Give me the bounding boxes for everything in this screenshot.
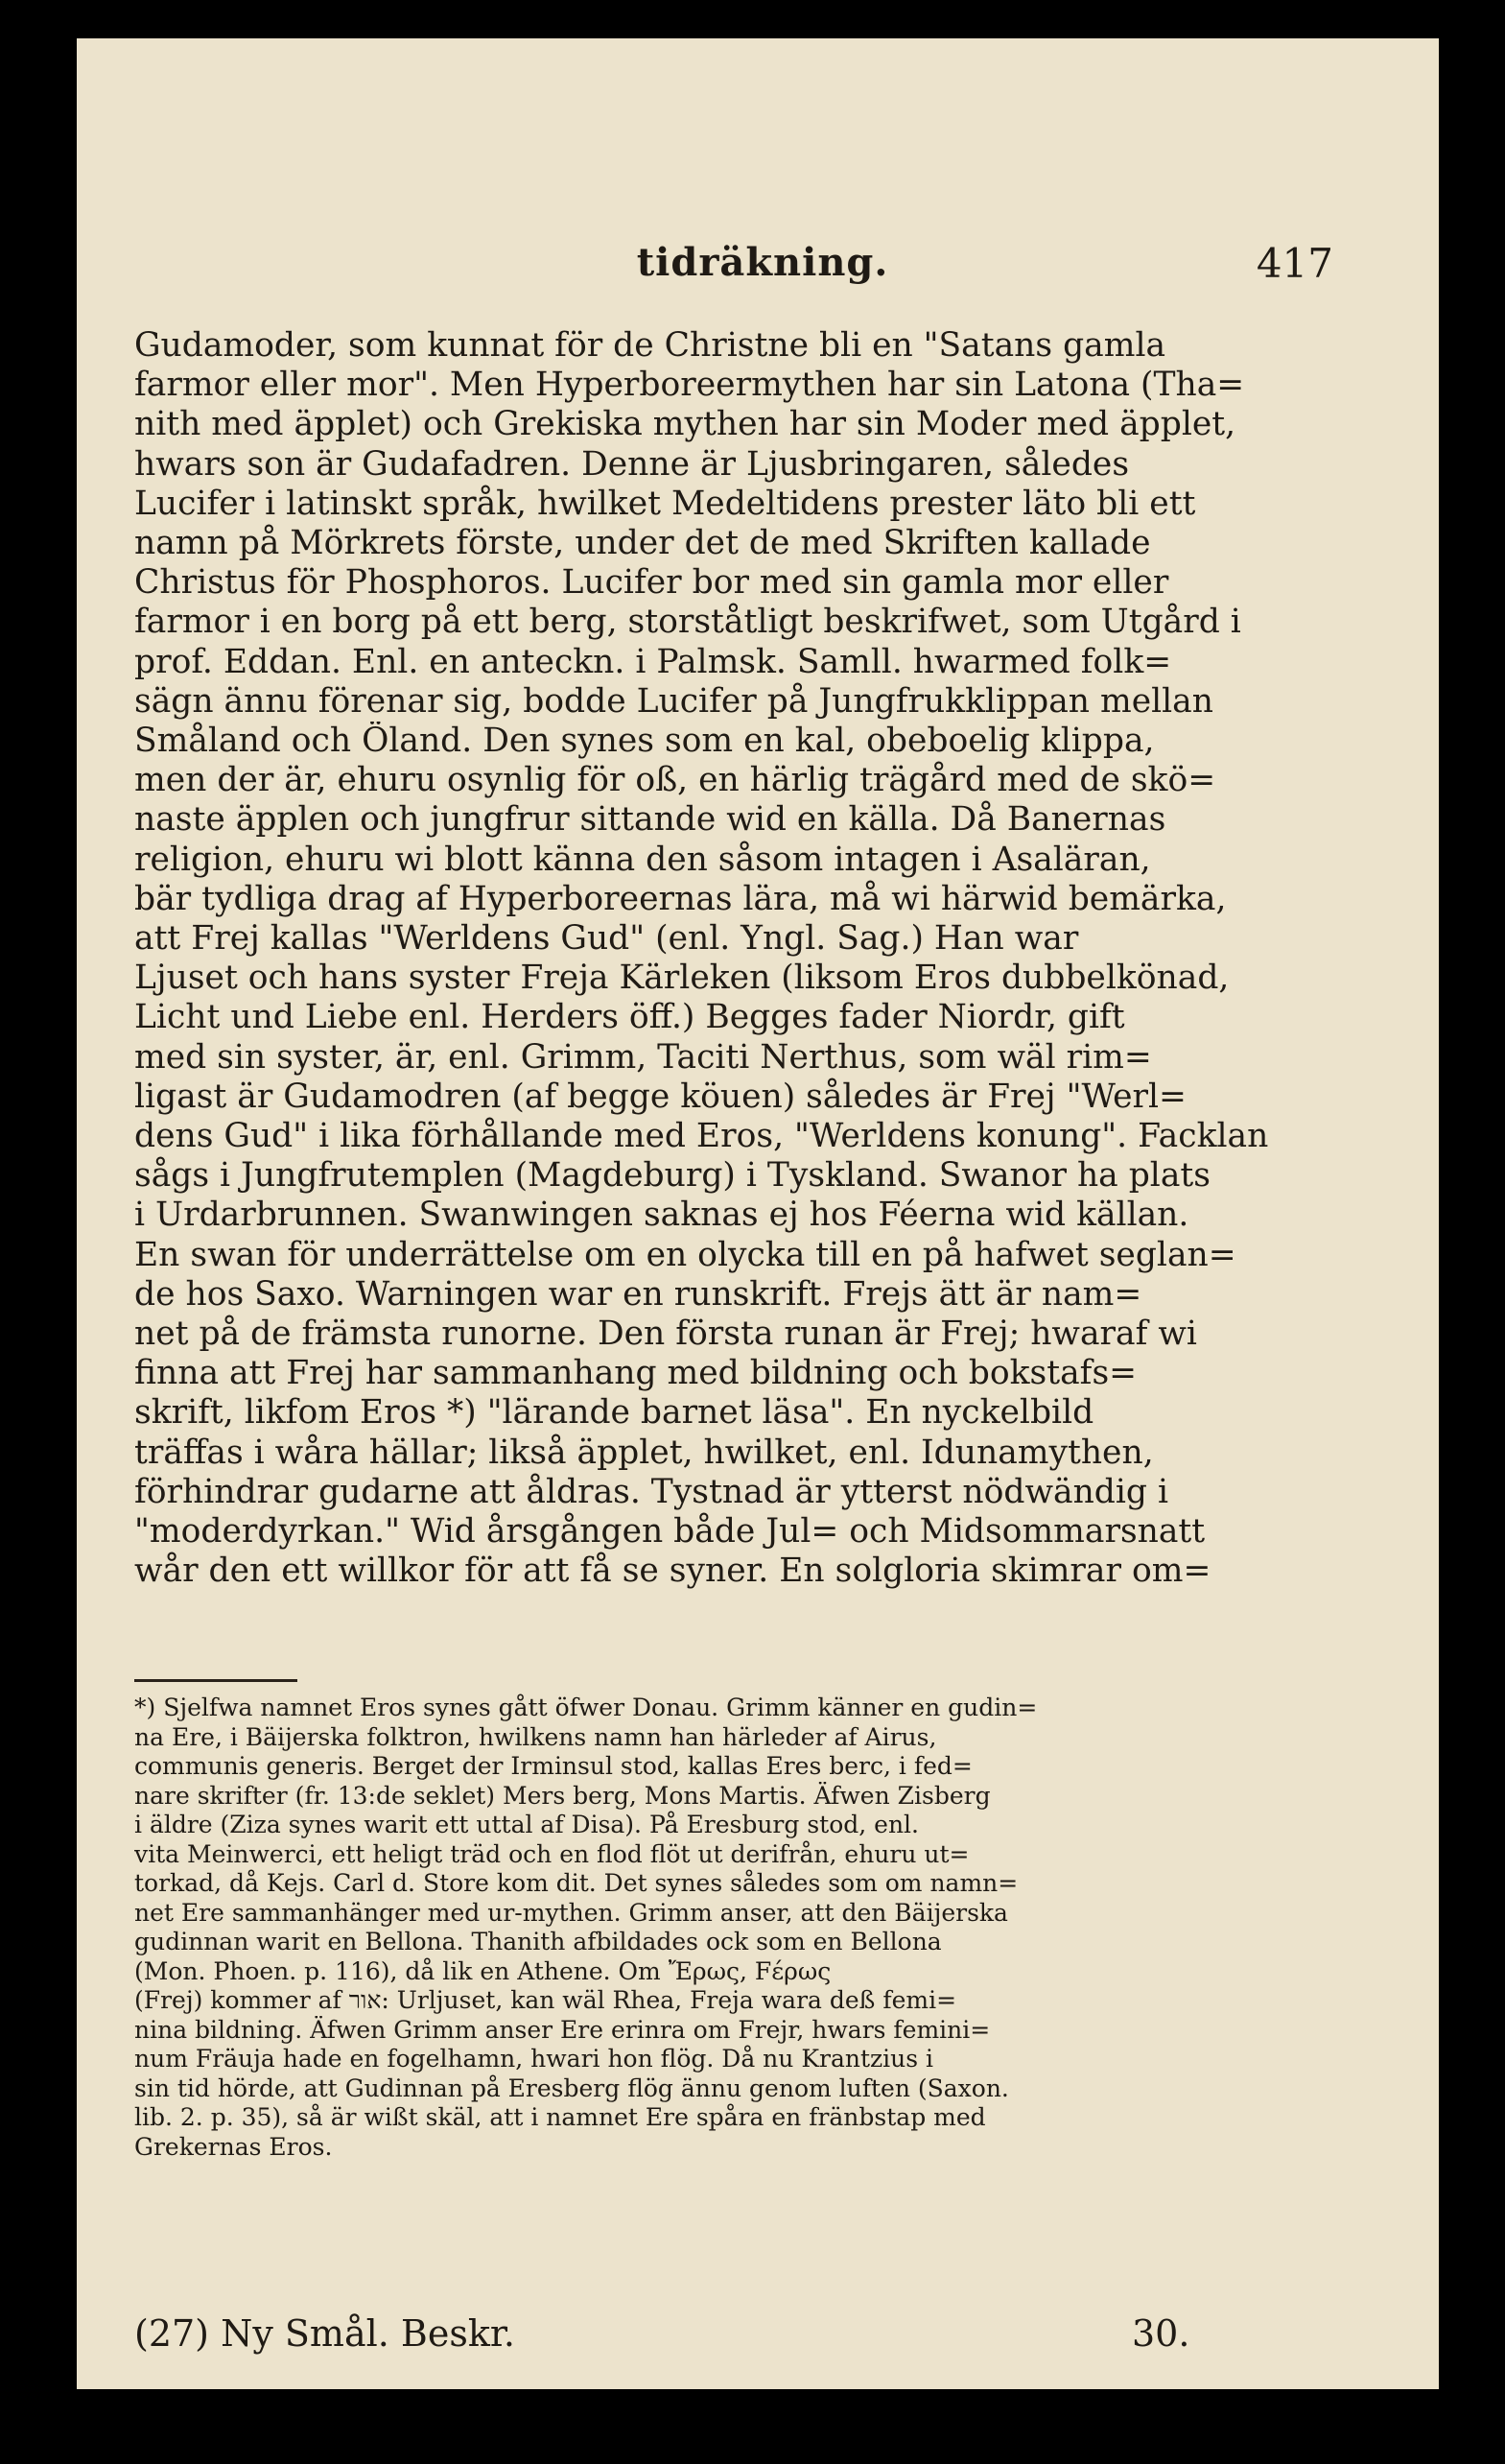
text-line: men der är, ehuru osynlig för oß, en härlig trägård med de skö= xyxy=(134,761,1216,800)
text-line: i äldre (Ziza synes warit ett uttal af Disa). På Eresburg stod, enl. xyxy=(134,1811,919,1838)
text-line: träffas i wåra hällar; likså äpplet, hwilket, enl. Idunamythen, xyxy=(134,1433,1154,1472)
book-page xyxy=(77,38,1439,2389)
text-line: Grekernas Eros. xyxy=(134,2132,333,2161)
text-line: (Frej) kommer af אור: Urljuset, kan wäl Rhea, Freja wara deß femi= xyxy=(134,1986,957,2014)
text-line: prof. Eddan. Enl. en anteckn. i Palmsk. Samll. hwarmed folk= xyxy=(134,642,1172,681)
running-header xyxy=(192,240,1333,297)
text-line: net på de främsta runorne. Den första runan är Frej; hwaraf wi xyxy=(134,1315,1197,1354)
text-line: bär tydliga drag af Hyperboreernas lära, må wi härwid bemärka, xyxy=(134,879,1227,918)
text-line: de hos Saxo. Warningen war en runskrift. Frejs ätt är nam= xyxy=(134,1274,1142,1314)
text-line: skrift, likfom Eros *) "lärande barnet läsa". En nyckelbild xyxy=(134,1393,1094,1433)
text-line: En swan för underrättelse om en olycka till en på hafwet seglan= xyxy=(134,1235,1236,1274)
text-line: förhindrar gudarne att åldras. Tystnad är ytterst nödwändig i xyxy=(134,1472,1169,1511)
printer-signature xyxy=(134,2312,1333,2360)
text-line: "moderdyrkan." Wid årsgången både Jul= och Midsommarsnatt xyxy=(134,1512,1206,1552)
text-line: finna att Frej har sammanhang med bildning och bokstafs= xyxy=(134,1354,1138,1393)
text-line: na Ere, i Bäijerska folktron, hwilkens namn han härleder af Airus, xyxy=(134,1722,937,1751)
text-line: vita Meinwerci, ett heligt träd och en flod flöt ut derifrån, ehuru ut= xyxy=(134,1839,970,1868)
text-line: nina bildning. Äfwen Grimm anser Ere erinra om Frejr, hwars femini= xyxy=(134,2015,991,2044)
text-line: sägn ännu förenar sig, bodde Lucifer på Jungfrukklippan mellan xyxy=(134,681,1213,721)
text-line: naste äpplen och jungfrur sittande wid en källa. Då Banernas xyxy=(134,800,1166,840)
text-line: att Frej kallas "Werldens Gud" (enl. Yngl. Sag.) Han war xyxy=(134,919,1079,959)
text-line: Gudamoder, som kunnat för de Christne bli en "Satans gamla xyxy=(134,326,1166,365)
text-line: Lucifer i latinskt språk, hwilket Medeltidens prester läto bli ett xyxy=(134,484,1196,523)
text-line: *) Sjelfwa namnet Eros synes gått öfwer Donau. Grimm känner en gudin= xyxy=(134,1694,1038,1721)
text-line: Ljuset och hans syster Freja Kärleken (liksom Eros dubbelkönad, xyxy=(134,959,1230,998)
text-line: sågs i Jungfrutemplen (Magdeburg) i Tyskland. Swanor ha plats xyxy=(134,1156,1211,1196)
text-line: ligast är Gudamodren (af begge köuen) således är Frej "Werl= xyxy=(134,1077,1187,1116)
text-line: num Fräuja hade en fogelhamn, hwari hon flög. Då nu Krantzius i xyxy=(134,2045,934,2073)
text-line: sin tid hörde, att Gudinnan på Eresberg flög ännu genom luften (Saxon. xyxy=(134,2073,1009,2102)
text-line: torkad, då Kejs. Carl d. Store kom dit. Det synes således som om namn= xyxy=(134,1869,1019,1897)
text-line: med sin syster, är, enl. Grimm, Taciti Nerthus, som wäl rim= xyxy=(134,1037,1152,1077)
text-line: nith med äpplet) och Grekiska mythen har sin Moder med äpplet, xyxy=(134,405,1236,444)
text-line: Licht und Liebe enl. Herders öff.) Begges fader Niordr, gift xyxy=(134,998,1125,1037)
text-line: hwars son är Gudafadren. Denne är Ljusbringaren, således xyxy=(134,444,1130,484)
running-title: tidräkning. xyxy=(636,240,889,285)
footnote-rule xyxy=(134,1679,297,1682)
text-line: gudinnan warit en Bellona. Thanith afbildades ock som en Bellona xyxy=(134,1928,942,1955)
text-line: nare skrifter (fr. 13:de seklet) Mers berg, Mons Martis. Äfwen Zisberg xyxy=(134,1781,991,1810)
text-line: i Urdarbrunnen. Swanwingen saknas ej hos Féerna wid källan. xyxy=(134,1196,1189,1235)
footnote xyxy=(134,1694,1285,2162)
text-line: (Mon. Phoen. p. 116), då lik en Athene. Om Ἔρως, Fέρως xyxy=(134,1956,832,1985)
text-line: namn på Mörkrets förste, under det de med Skriften kallade xyxy=(134,524,1151,563)
main-text xyxy=(134,326,1285,1592)
text-line: net Ere sammanhänger med ur-mythen. Grimm anser, att den Bäijerska xyxy=(134,1898,1008,1927)
text-line: communis generis. Berget der Irminsul stod, kallas Eres berc, i fed= xyxy=(134,1752,973,1780)
text-line: farmor i en borg på ett berg, storståtligt beskrifwet, som Utgård i xyxy=(134,603,1241,642)
text-line: Småland och Öland. Den synes som en kal, obeboelig klippa, xyxy=(134,722,1155,761)
text-line: Christus för Phosphoros. Lucifer bor med sin gamla mor eller xyxy=(134,563,1169,603)
text-line: lib. 2. p. 35), så är wißt skäl, att i namnet Ere spåra en fränbstap med xyxy=(134,2103,986,2131)
page-number: 417 xyxy=(1256,240,1333,287)
signature-number: 30. xyxy=(1132,2312,1190,2355)
text-line: religion, ehuru wi blott känna den såsom intagen i Asaläran, xyxy=(134,840,1151,879)
signature-mark: (27) Ny Smål. Beskr. xyxy=(134,2312,515,2355)
text-line: wår den ett willkor för att få se syner. En solgloria skimrar om= xyxy=(134,1552,1211,1591)
text-line: dens Gud" i lika förhållande med Eros, "Werldens konung". Facklan xyxy=(134,1117,1269,1156)
text-line: farmor eller mor". Men Hyperboreermythen har sin Latona (Tha= xyxy=(134,366,1245,405)
